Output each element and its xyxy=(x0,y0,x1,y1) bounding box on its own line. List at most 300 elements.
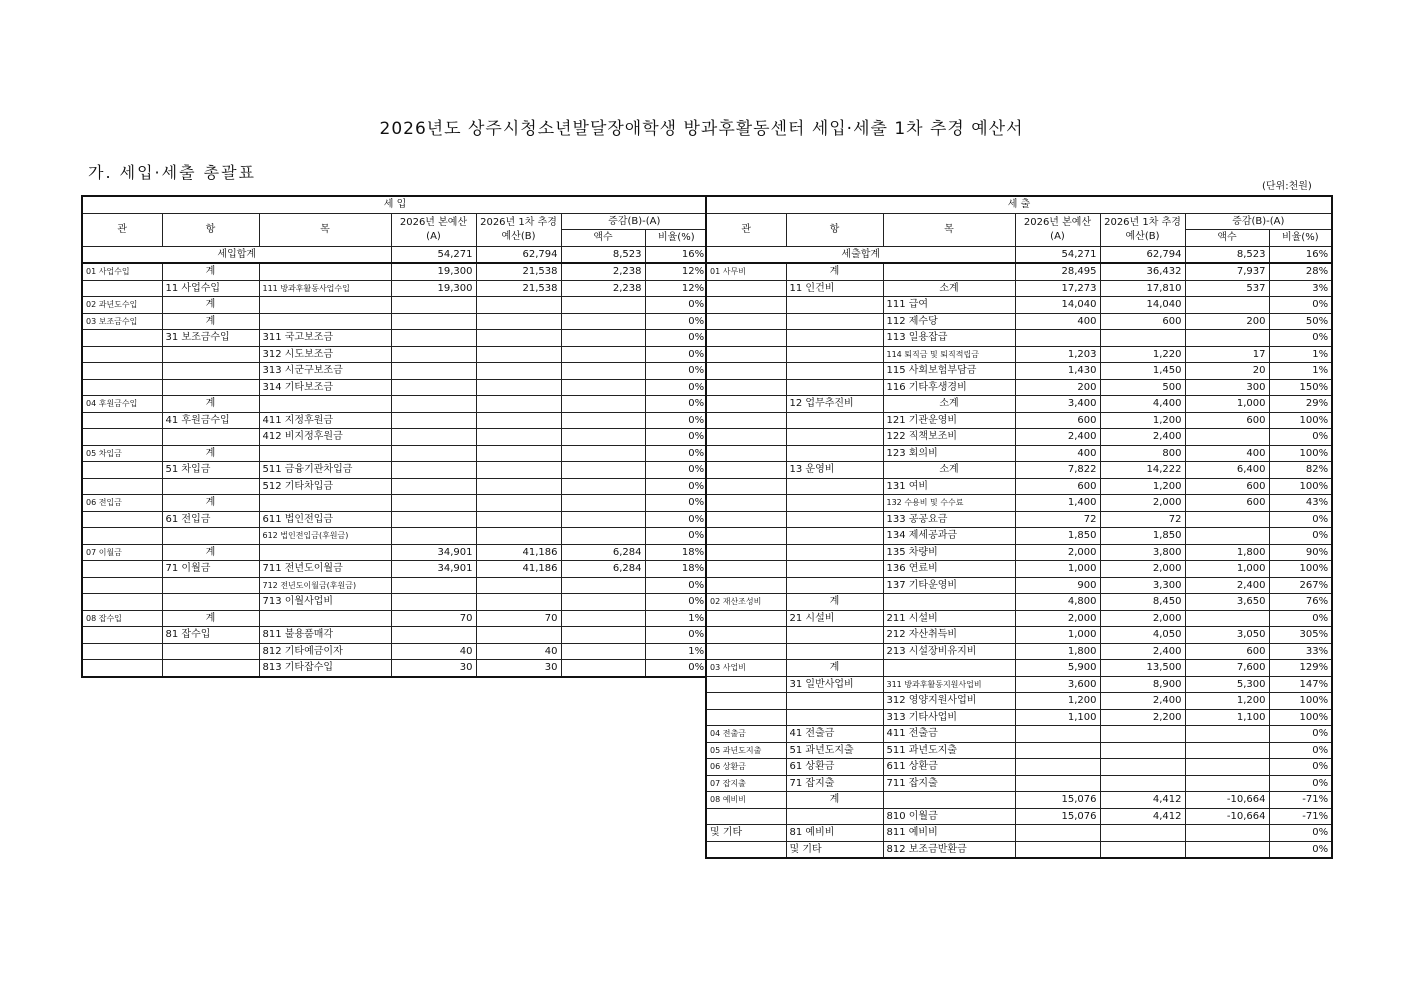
table-row xyxy=(706,462,1332,479)
budget-b-cell: 13,500 xyxy=(1100,660,1185,677)
mok-cell: 812 기타예금이자 xyxy=(259,643,391,660)
table-row xyxy=(82,330,708,347)
diff-amount-cell xyxy=(561,429,645,446)
budget-b-cell: 17,810 xyxy=(1100,280,1185,297)
hang-cell: 계 xyxy=(162,495,259,512)
budget-b-cell xyxy=(1100,841,1185,858)
hang-cell: 계 xyxy=(786,594,883,611)
diff-amount-cell: 300 xyxy=(1185,379,1269,396)
table-row xyxy=(706,627,1332,644)
hang-cell xyxy=(786,412,883,429)
hang-cell: 계 xyxy=(162,263,259,280)
diff-ratio-cell: 12% xyxy=(645,280,708,297)
diff-amount-cell: 200 xyxy=(1185,313,1269,330)
budget-b-cell xyxy=(1100,759,1185,776)
mok-cell: 511 과년도지출 xyxy=(883,742,1015,759)
budget-a-cell: 40 xyxy=(391,643,476,660)
gwan-cell xyxy=(706,462,786,479)
hang-cell xyxy=(786,478,883,495)
budget-a-cell: 2,400 xyxy=(1015,429,1100,446)
diff-amount-cell xyxy=(1185,330,1269,347)
budget-a-cell: 15,076 xyxy=(1015,808,1100,825)
gwan-cell xyxy=(706,429,786,446)
budget-a-cell xyxy=(391,346,476,363)
diff-ratio-cell: 18% xyxy=(645,561,708,578)
mok-cell: 121 기관운영비 xyxy=(883,412,1015,429)
gwan-cell xyxy=(706,495,786,512)
hang-cell xyxy=(162,478,259,495)
gwan-cell: 05 과년도지출 xyxy=(706,742,786,759)
budget-a-cell xyxy=(391,297,476,314)
diff-amount-cell xyxy=(561,396,645,413)
budget-a-cell: 900 xyxy=(1015,577,1100,594)
diff-amount-cell: 3,650 xyxy=(1185,594,1269,611)
gwan-cell xyxy=(82,462,162,479)
hang-cell: 12 업무추진비 xyxy=(786,396,883,413)
diff-header: 증감(B)-(A) xyxy=(561,213,708,230)
hang-cell xyxy=(162,363,259,380)
diff-ratio-cell: 150% xyxy=(1269,379,1332,396)
table-row xyxy=(706,709,1332,726)
gwan-cell xyxy=(82,511,162,528)
mok-cell xyxy=(259,297,391,314)
table-row xyxy=(82,379,708,396)
diff-amount-cell xyxy=(1185,528,1269,545)
budget-a-cell xyxy=(391,478,476,495)
gwan-cell xyxy=(82,412,162,429)
budget-b-cell: 8,900 xyxy=(1100,676,1185,693)
budget-a-cell xyxy=(391,429,476,446)
budget-a-cell: 28,495 xyxy=(1015,263,1100,280)
budget-a-cell xyxy=(391,313,476,330)
hang-cell xyxy=(786,808,883,825)
budget-b-cell: 30 xyxy=(476,660,561,677)
diff-ratio-cell: 0% xyxy=(1269,511,1332,528)
hang-cell: 11 사업수입 xyxy=(162,280,259,297)
hang-header: 항 xyxy=(786,213,883,246)
diff-ratio-cell: 0% xyxy=(1269,825,1332,842)
hang-cell xyxy=(786,495,883,512)
diff-amount-cell: 8,523 xyxy=(1185,246,1269,263)
diff-amount-cell: 6,400 xyxy=(1185,462,1269,479)
table-row xyxy=(706,379,1332,396)
diff-ratio-cell: 0% xyxy=(1269,775,1332,792)
budget-b-cell: 500 xyxy=(1100,379,1185,396)
budget-a-cell: 3,400 xyxy=(1015,396,1100,413)
diff-ratio-cell: 1% xyxy=(1269,346,1332,363)
budget-a-cell: 400 xyxy=(1015,445,1100,462)
hang-cell xyxy=(162,643,259,660)
diff-ratio-cell: 16% xyxy=(645,246,708,263)
hang-cell xyxy=(786,363,883,380)
gwan-cell: 05 차입금 xyxy=(82,445,162,462)
budget-b-cell xyxy=(476,396,561,413)
gwan-cell: 06 전입금 xyxy=(82,495,162,512)
diff-amount-cell: 7,600 xyxy=(1185,660,1269,677)
hang-cell: 계 xyxy=(786,792,883,809)
budget-b-cell xyxy=(476,511,561,528)
diff-amount-cell xyxy=(1185,825,1269,842)
diff-ratio-cell: 0% xyxy=(1269,330,1332,347)
budget-a-cell xyxy=(391,412,476,429)
budget-a-cell: 30 xyxy=(391,660,476,677)
budget-a-cell xyxy=(1015,825,1100,842)
budget-b-cell: 8,450 xyxy=(1100,594,1185,611)
budget-a-cell: 600 xyxy=(1015,478,1100,495)
table-row xyxy=(706,246,1332,263)
budget-a-cell: 1,800 xyxy=(1015,643,1100,660)
page-title: 2026년도 상주시청소년발달장애학생 방과후활동센터 세입·세출 1차 추경 예산서 xyxy=(379,119,1024,139)
diff-ratio-cell: 0% xyxy=(645,379,708,396)
hang-cell xyxy=(162,379,259,396)
budget-b-cell xyxy=(476,478,561,495)
hang-cell xyxy=(786,693,883,710)
budget-b-cell: 21,538 xyxy=(476,280,561,297)
budget-b-cell xyxy=(476,445,561,462)
diff-ratio-cell: 28% xyxy=(1269,263,1332,280)
budget-b-cell: 3,800 xyxy=(1100,544,1185,561)
diff-amount-cell: 3,050 xyxy=(1185,627,1269,644)
budget-b-cell: 3,300 xyxy=(1100,577,1185,594)
diff-ratio-cell: 100% xyxy=(1269,709,1332,726)
diff-amount-cell xyxy=(561,528,645,545)
hang-cell: 61 상환금 xyxy=(786,759,883,776)
diff-ratio-cell: -71% xyxy=(1269,792,1332,809)
budget-a-cell: 14,040 xyxy=(1015,297,1100,314)
diff-ratio-cell: 0% xyxy=(645,511,708,528)
hang-cell: 계 xyxy=(162,544,259,561)
budget-b-cell: 14,040 xyxy=(1100,297,1185,314)
gwan-cell xyxy=(82,643,162,660)
table-row xyxy=(706,495,1332,512)
gwan-cell xyxy=(82,577,162,594)
table-row xyxy=(706,726,1332,743)
diff-ratio-cell: 0% xyxy=(645,412,708,429)
hang-cell: 41 전출금 xyxy=(786,726,883,743)
table-row xyxy=(82,412,708,429)
diff-amount-cell xyxy=(561,627,645,644)
mok-cell: 713 이월사업비 xyxy=(259,594,391,611)
diff-ratio-cell: 129% xyxy=(1269,660,1332,677)
hang-cell xyxy=(786,643,883,660)
hang-cell: 계 xyxy=(162,396,259,413)
diff-ratio-cell: 100% xyxy=(1269,478,1332,495)
table-row xyxy=(706,412,1332,429)
mok-cell: 212 자산취득비 xyxy=(883,627,1015,644)
budget-a-cell xyxy=(1015,742,1100,759)
diff-amount-cell: -10,664 xyxy=(1185,792,1269,809)
gwan-cell: 및 기타 xyxy=(706,825,786,842)
section-subtitle: 가. 세입·세출 총괄표 xyxy=(88,163,256,182)
gwan-cell xyxy=(706,379,786,396)
mok-cell: 314 기타보조금 xyxy=(259,379,391,396)
income-table xyxy=(81,195,709,678)
gwan-cell: 01 사업수입 xyxy=(82,263,162,280)
diff-amount-cell: 600 xyxy=(1185,478,1269,495)
table-row xyxy=(82,429,708,446)
col-b-header: 2026년 1차 추경 예산(B) xyxy=(476,213,561,246)
table-row xyxy=(706,594,1332,611)
budget-b-cell xyxy=(476,429,561,446)
budget-b-cell: 1,450 xyxy=(1100,363,1185,380)
diff-header: 증감(B)-(A) xyxy=(1185,213,1332,230)
table-row xyxy=(706,511,1332,528)
mok-cell: 712 전년도이월금(후원금) xyxy=(259,577,391,594)
hang-cell xyxy=(786,577,883,594)
mok-cell: 711 잡지출 xyxy=(883,775,1015,792)
budget-b-cell xyxy=(1100,330,1185,347)
budget-a-cell xyxy=(391,445,476,462)
mok-cell: 611 상환금 xyxy=(883,759,1015,776)
budget-a-cell: 70 xyxy=(391,610,476,627)
diff-amount-cell: 7,937 xyxy=(1185,263,1269,280)
budget-b-cell: 600 xyxy=(1100,313,1185,330)
budget-b-cell: 2,000 xyxy=(1100,561,1185,578)
budget-a-cell: 1,430 xyxy=(1015,363,1100,380)
mok-cell: 312 시도보조금 xyxy=(259,346,391,363)
hang-cell xyxy=(786,528,883,545)
hang-cell: 51 차입금 xyxy=(162,462,259,479)
table-row xyxy=(82,643,708,660)
diff-ratio-cell: 305% xyxy=(1269,627,1332,644)
budget-a-cell: 19,300 xyxy=(391,263,476,280)
budget-a-cell xyxy=(391,379,476,396)
budget-b-cell: 1,200 xyxy=(1100,478,1185,495)
budget-b-cell: 41,186 xyxy=(476,561,561,578)
gwan-cell xyxy=(706,346,786,363)
gwan-cell xyxy=(706,841,786,858)
diff-amount-cell xyxy=(1185,759,1269,776)
diff-ratio-cell: 100% xyxy=(1269,412,1332,429)
mok-cell: 412 비지정후원금 xyxy=(259,429,391,446)
table-row xyxy=(706,759,1332,776)
diff-amount-cell xyxy=(561,577,645,594)
table-row xyxy=(82,528,708,545)
budget-a-cell: 1,200 xyxy=(1015,693,1100,710)
diff-amount-cell xyxy=(561,511,645,528)
diff-amount-cell xyxy=(561,297,645,314)
gwan-cell xyxy=(706,808,786,825)
table-row xyxy=(82,594,708,611)
budget-a-cell xyxy=(391,577,476,594)
budget-b-cell: 21,538 xyxy=(476,263,561,280)
diff-ratio-cell: 147% xyxy=(1269,676,1332,693)
budget-a-cell: 4,800 xyxy=(1015,594,1100,611)
table-row xyxy=(82,511,708,528)
table-row xyxy=(82,313,708,330)
gwan-cell: 06 상환금 xyxy=(706,759,786,776)
hang-cell xyxy=(786,511,883,528)
mok-cell xyxy=(259,610,391,627)
gwan-cell xyxy=(706,709,786,726)
table-row xyxy=(706,660,1332,677)
col-b-header: 2026년 1차 추경 예산(B) xyxy=(1100,213,1185,246)
table-row xyxy=(82,246,708,263)
budget-b-cell: 1,220 xyxy=(1100,346,1185,363)
mok-cell: 131 여비 xyxy=(883,478,1015,495)
budget-b-cell xyxy=(476,594,561,611)
hang-cell: 31 일반사업비 xyxy=(786,676,883,693)
budget-b-cell: 2,400 xyxy=(1100,693,1185,710)
budget-a-cell xyxy=(1015,775,1100,792)
budget-b-cell: 2,000 xyxy=(1100,495,1185,512)
diff-amount-cell: 1,100 xyxy=(1185,709,1269,726)
mok-cell xyxy=(259,263,391,280)
diff-ratio-cell: 0% xyxy=(645,594,708,611)
gwan-cell: 01 사무비 xyxy=(706,263,786,280)
table-row xyxy=(706,577,1332,594)
gwan-cell xyxy=(82,627,162,644)
diff-amount-cell xyxy=(561,313,645,330)
budget-b-cell: 62,794 xyxy=(1100,246,1185,263)
diff-ratio-cell: 0% xyxy=(645,313,708,330)
col-a-header: 2026년 본예산(A) xyxy=(391,213,476,246)
budget-a-cell: 5,900 xyxy=(1015,660,1100,677)
table-row xyxy=(82,561,708,578)
hang-cell xyxy=(786,346,883,363)
gwan-cell xyxy=(706,544,786,561)
budget-a-cell xyxy=(1015,726,1100,743)
diff-ratio-cell: 100% xyxy=(1269,693,1332,710)
budget-a-cell xyxy=(1015,841,1100,858)
mok-cell xyxy=(883,792,1015,809)
diff-amount-cell xyxy=(561,660,645,677)
budget-b-cell: 14,222 xyxy=(1100,462,1185,479)
mok-cell: 711 전년도이월금 xyxy=(259,561,391,578)
mok-cell: 123 회의비 xyxy=(883,445,1015,462)
gwan-cell xyxy=(82,363,162,380)
total-label-cell: 세입합계 xyxy=(82,246,391,263)
diff-amount-cell: 20 xyxy=(1185,363,1269,380)
hang-cell: 계 xyxy=(162,445,259,462)
unit-label: (단위:천원) xyxy=(1262,181,1312,192)
table-row xyxy=(706,544,1332,561)
gwan-cell xyxy=(706,627,786,644)
gwan-header: 관 xyxy=(706,213,786,246)
mok-cell: 137 기타운영비 xyxy=(883,577,1015,594)
budget-a-cell xyxy=(391,363,476,380)
diff-ratio-cell: 90% xyxy=(1269,544,1332,561)
table-row xyxy=(82,495,708,512)
diff-ratio-cell: 0% xyxy=(645,396,708,413)
hang-cell xyxy=(786,313,883,330)
gwan-cell xyxy=(706,643,786,660)
diff-ratio-cell: 18% xyxy=(645,544,708,561)
gwan-cell xyxy=(706,528,786,545)
budget-a-cell: 17,273 xyxy=(1015,280,1100,297)
gwan-cell: 04 후원금수입 xyxy=(82,396,162,413)
diff-ratio-cell: 82% xyxy=(1269,462,1332,479)
gwan-cell: 04 전출금 xyxy=(706,726,786,743)
budget-b-cell xyxy=(476,495,561,512)
mok-cell: 135 차량비 xyxy=(883,544,1015,561)
budget-b-cell xyxy=(476,297,561,314)
diff-amount-cell: 2,238 xyxy=(561,263,645,280)
budget-a-cell xyxy=(391,594,476,611)
hang-cell: 계 xyxy=(786,263,883,280)
diff-amount-cell: 17 xyxy=(1185,346,1269,363)
budget-b-cell xyxy=(476,330,561,347)
diff-amount-cell xyxy=(1185,511,1269,528)
mok-cell xyxy=(259,544,391,561)
mok-cell: 114 퇴직금 및 퇴직적립금 xyxy=(883,346,1015,363)
diff-amount-cell: 1,000 xyxy=(1185,561,1269,578)
table-row xyxy=(82,396,708,413)
table-row xyxy=(706,841,1332,858)
budget-b-cell: 36,432 xyxy=(1100,263,1185,280)
diff-amount-cell xyxy=(1185,742,1269,759)
budget-b-cell xyxy=(476,462,561,479)
budget-b-cell: 1,200 xyxy=(1100,412,1185,429)
gwan-cell xyxy=(706,610,786,627)
budget-b-cell xyxy=(1100,742,1185,759)
diff-ratio-cell: 16% xyxy=(1269,246,1332,263)
budget-a-cell xyxy=(1015,330,1100,347)
diff-amount-cell: 600 xyxy=(1185,412,1269,429)
hang-cell: 계 xyxy=(786,660,883,677)
mok-cell: 115 사회보험부담금 xyxy=(883,363,1015,380)
diff-ratio-cell: 0% xyxy=(645,462,708,479)
gwan-cell xyxy=(706,478,786,495)
total-label-cell: 세출합계 xyxy=(706,246,1015,263)
diff-amount-cell xyxy=(561,346,645,363)
table-row xyxy=(82,577,708,594)
table-row xyxy=(82,660,708,677)
expense-header: 세 출 xyxy=(706,196,1332,213)
mok-cell: 810 이월금 xyxy=(883,808,1015,825)
diff-amount-cell xyxy=(561,363,645,380)
table-row xyxy=(706,263,1332,280)
budget-a-cell: 34,901 xyxy=(391,544,476,561)
diff-amount-cell xyxy=(1185,775,1269,792)
diff-ratio-cell: 0% xyxy=(1269,429,1332,446)
diff-amount-cell xyxy=(561,445,645,462)
table-row xyxy=(706,330,1332,347)
gwan-cell xyxy=(706,445,786,462)
hang-cell xyxy=(786,544,883,561)
table-row xyxy=(82,544,708,561)
gwan-cell: 07 이월금 xyxy=(82,544,162,561)
budget-b-cell xyxy=(1100,726,1185,743)
budget-a-cell xyxy=(391,462,476,479)
hang-cell: 계 xyxy=(162,297,259,314)
mok-cell: 213 시설장비유지비 xyxy=(883,643,1015,660)
mok-cell: 112 제수당 xyxy=(883,313,1015,330)
hang-cell: 71 잡지출 xyxy=(786,775,883,792)
hang-cell xyxy=(162,528,259,545)
gwan-header: 관 xyxy=(82,213,162,246)
budget-b-cell: 4,412 xyxy=(1100,808,1185,825)
gwan-cell xyxy=(706,412,786,429)
diff-amount-cell xyxy=(1185,610,1269,627)
diff-amount-cell xyxy=(561,330,645,347)
mok-cell: 811 불용품매각 xyxy=(259,627,391,644)
diff-amount-cell: 6,284 xyxy=(561,561,645,578)
gwan-cell xyxy=(82,561,162,578)
diff-amount-cell: 1,800 xyxy=(1185,544,1269,561)
budget-a-cell: 3,600 xyxy=(1015,676,1100,693)
diff-ratio-cell: 0% xyxy=(1269,610,1332,627)
diff-ratio-cell: 0% xyxy=(645,627,708,644)
budget-a-cell: 1,203 xyxy=(1015,346,1100,363)
gwan-cell xyxy=(82,660,162,677)
budget-b-cell: 4,412 xyxy=(1100,792,1185,809)
budget-a-cell xyxy=(391,627,476,644)
table-row xyxy=(706,528,1332,545)
mok-cell: 소계 xyxy=(883,280,1015,297)
budget-b-cell xyxy=(476,363,561,380)
hang-cell xyxy=(786,379,883,396)
